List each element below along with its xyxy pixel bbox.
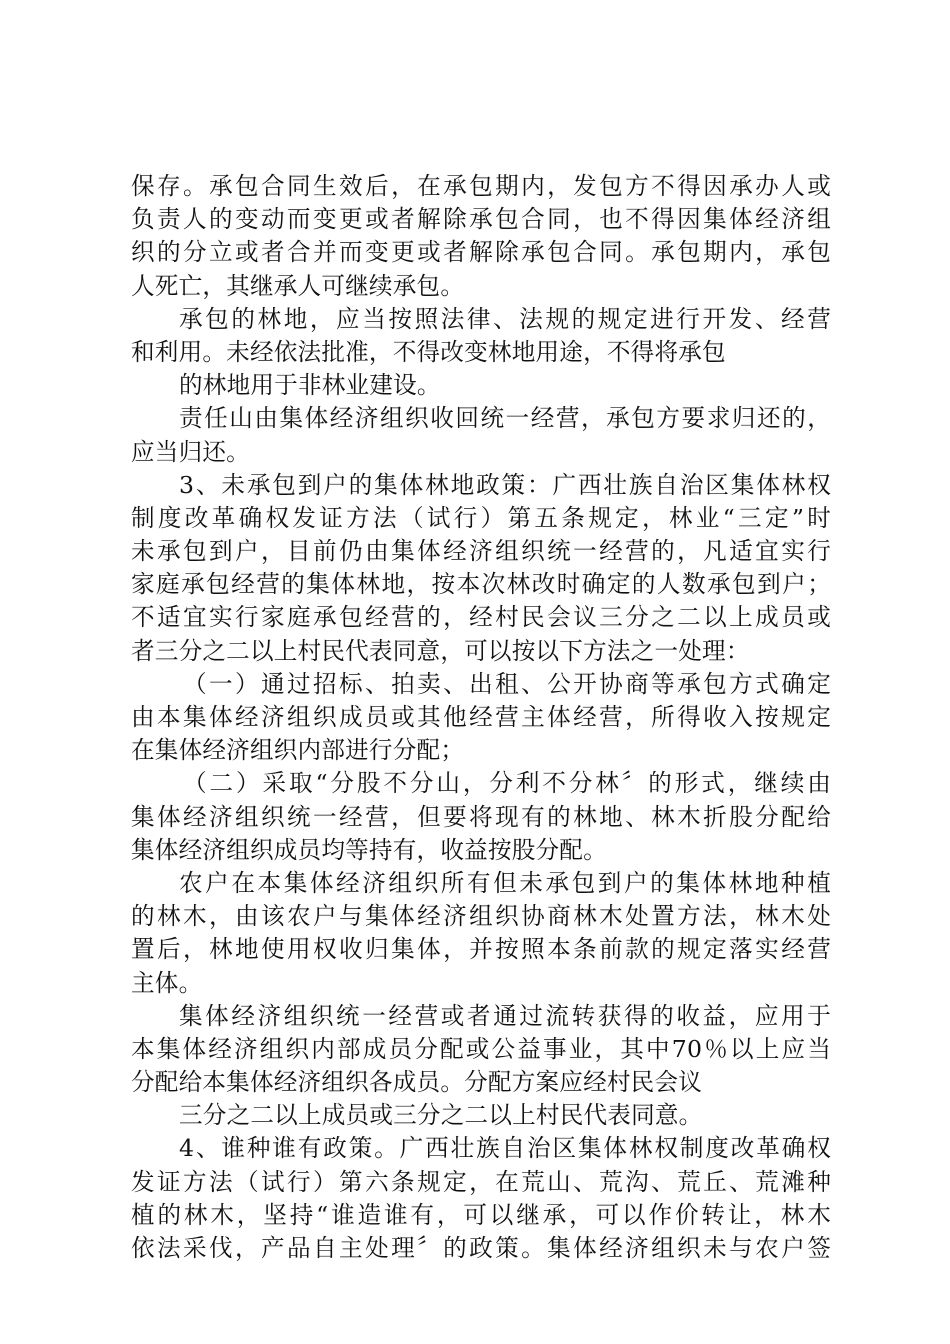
text-line: 未承包到户，目前仍由集体经济组织统一经营的，凡适宜实行 [131, 537, 831, 566]
text-line: 承包的林地，应当按照法律、法规的规定进行开发、经营 [179, 304, 831, 333]
text-line: 应当归还。 [131, 437, 250, 466]
text-line: 分配给本集体经济组织各成员。分配方案应经村民会议 [131, 1068, 703, 1097]
text-line: 集体经济组织统一经营或者通过流转获得的收益，应用于 [179, 1001, 831, 1030]
text-line: 置后，林地使用权收归集体，并按照本条前款的规定落实经营 [131, 935, 831, 964]
text-line: 在集体经济组织内部进行分配； [131, 736, 465, 765]
text-line: 和利用。未经依法批准，不得改变林地用途，不得将承包 [131, 337, 726, 366]
text-line: （二）采取“分股不分山，分利不分林〞的形式，继续由 [183, 769, 831, 798]
text-line: 植的林木，坚持“谁造谁有，可以继承，可以作价转让，林木 [131, 1200, 831, 1229]
text-line: 制度改革确权发证方法（试行）第五条规定，林业“三定”时 [131, 503, 831, 532]
text-line: 3、未承包到户的集体林地政策：广西壮族自治区集体林权 [179, 470, 831, 499]
text-line: 的林木，由该农户与集体经济组织协商林木处置方法，林木处 [131, 902, 831, 931]
text-line: 人死亡，其继承人可继续承包。 [131, 271, 465, 300]
text-line: 发证方法（试行）第六条规定，在荒山、荒沟、荒丘、荒滩种 [131, 1167, 831, 1196]
text-line: 责任山由集体经济组织收回统一经营，承包方要求归还的， [179, 404, 831, 433]
text-line: 主体。 [131, 968, 203, 997]
text-line: 的林地用于非林业建设。 [179, 371, 441, 400]
text-line: 集体经济组织统一经营，但要将现有的林地、林木折股分配给 [131, 802, 831, 831]
text-line: 集体经济组织成员均等持有，收益按股分配。 [131, 835, 607, 864]
text-line: 家庭承包经营的集体林地，按本次林改时确定的人数承包到户； [131, 570, 831, 599]
text-line: 者三分之二以上村民代表同意，可以按以下方法之一处理： [131, 636, 750, 665]
text-line: 织的分立或者合并而变更或者解除承包合同。承包期内，承包 [131, 238, 831, 267]
text-line: 依法采伐，产品自主处理〞的政策。集体经济组织未与农户签 [131, 1234, 831, 1262]
text-line: 不适宜实行家庭承包经营的，经村民会议三分之二以上成员或 [131, 603, 831, 632]
text-line: 三分之二以上成员或三分之二以上村民代表同意。 [179, 1101, 703, 1130]
text-line: 由本集体经济组织成员或其他经营主体经营，所得收入按规定 [131, 703, 831, 731]
text-line: 农户在本集体经济组织所有但未承包到户的集体林地种植 [179, 868, 831, 897]
text-line: 负责人的变动而变更或者解除承包合同，也不得因集体经济组 [131, 205, 831, 234]
text-line: 4、谁种谁有政策。广西壮族自治区集体林权制度改革确权 [179, 1134, 831, 1163]
text-line: 本集体经济组织内部成员分配或公益事业，其中70％以上应当 [131, 1034, 831, 1063]
document-body [131, 170, 831, 1265]
text-line: （一）通过招标、拍卖、出租、公开协商等承包方式确定 [183, 669, 831, 698]
text-line: 保存。承包合同生效后，在承包期内，发包方不得因承办人或 [131, 172, 831, 200]
